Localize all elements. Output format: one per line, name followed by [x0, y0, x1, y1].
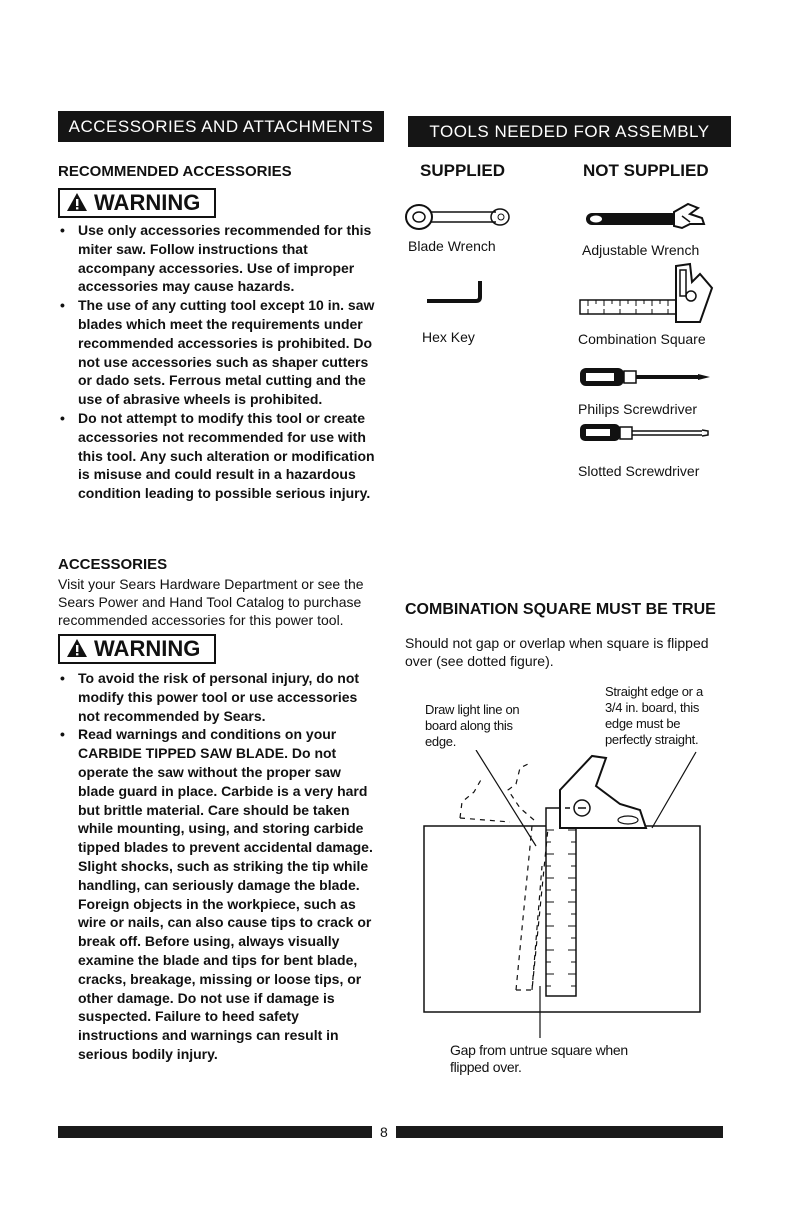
warning-label-2: WARNING [94, 636, 201, 661]
hex-key-icon [426, 278, 486, 306]
warning-triangle-icon [66, 192, 88, 212]
recommended-accessories-heading: RECOMMENDED ACCESSORIES [58, 163, 292, 180]
adjustable-wrench-icon [578, 202, 710, 236]
accessories-heading: ACCESSORIES [58, 556, 168, 573]
warning-box-1 [58, 188, 216, 218]
diagram-bottom-note: Gap from untrue square when flipped over. [450, 1042, 628, 1075]
warning-list-2 [58, 669, 380, 1064]
footer-bar-right [396, 1126, 723, 1138]
accessories-banner: ACCESSORIES AND ATTACHMENTS [58, 111, 384, 142]
philips-screwdriver-label: Philips Screwdriver [578, 401, 698, 417]
blade-wrench-label: Blade Wrench [408, 238, 496, 254]
combination-square-text: Should not gap or overlap when square is flipped over (see dotted figure). [405, 635, 709, 669]
blade-wrench-icon [404, 200, 512, 234]
accessories-text: Visit your Sears Hardware Department or see the Sears Power and Hand Tool Catalog to purchase recommended accessories for this power tool. [58, 576, 364, 628]
supplied-heading: SUPPLIED [420, 161, 506, 180]
hex-key-label: Hex Key [422, 329, 475, 345]
warning-1-item: • Do not attempt to modify this tool or create accessories not recommended for use with this tool. Any such alteration or modification is misuse and could result in a hazardous condition leading to possible serious injury. [58, 409, 380, 503]
warning-2-item: • To avoid the risk of personal injury, do not modify this power tool or use accessories not recommended by Sears. [58, 669, 380, 725]
diagram-left-note: Draw light line on board along this edge. [425, 702, 520, 749]
warning-label-1: WARNING [94, 190, 201, 215]
warning-list-1 [58, 221, 380, 503]
warning-box-2 [58, 634, 216, 664]
tools-banner: TOOLS NEEDED FOR ASSEMBLY [408, 116, 731, 147]
combination-square-heading: COMBINATION SQUARE MUST BE TRUE [405, 601, 716, 618]
philips-screwdriver-icon [578, 364, 714, 390]
footer-bar-left [58, 1126, 372, 1138]
combination-square-diagram [420, 750, 720, 1050]
not-supplied-heading: NOT SUPPLIED [583, 161, 709, 180]
warning-triangle-icon [66, 638, 88, 658]
combination-square-label: Combination Square [578, 331, 706, 347]
diagram-right-note: Straight edge or a 3/4 in. board, this edge must be perfectly straight. [605, 684, 703, 747]
warning-2-item: • Read warnings and conditions on your CARBIDE TIPPED SAW BLADE. Do not operate the saw without the proper saw blade guard in place. Carbide is a very hard but brittle material. Care should be taken while mounting, using, and storing carbide tipped blades to prevent accidental damage. Slight shocks, such as striking the tip while handling, can seriously damage the blade. Foreign objects in the workpiece, such as wire or nails, can also cause tips to crack or break off. Before using, always visually examine the blade and tips for bent blade, cracks, breakage, missing or loose tips, or other damage. Do not use if damage is suspected. Failure to heed safety instructions and warnings can result in serious bodily injury. [58, 725, 380, 1063]
adjustable-wrench-label: Adjustable Wrench [582, 242, 700, 258]
slotted-screwdriver-icon [578, 421, 714, 445]
warning-1-item: • Use only accessories recommended for this miter saw. Follow instructions that accompany accessories. Use of improper accessories may cause hazards. [58, 221, 380, 296]
square-head [560, 756, 646, 828]
page-number: 8 [380, 1124, 388, 1140]
warning-1-item: • The use of any cutting tool except 10 in. saw blades which meet the requirements under recommended accessories is prohibited. Do not use accessories such as shaper cutters or dado sets. Ferrous metal cutting and the use of abrasive wheels is prohibited. [58, 296, 380, 409]
combination-square-icon [578, 262, 718, 324]
slotted-screwdriver-label: Slotted Screwdriver [578, 463, 700, 479]
